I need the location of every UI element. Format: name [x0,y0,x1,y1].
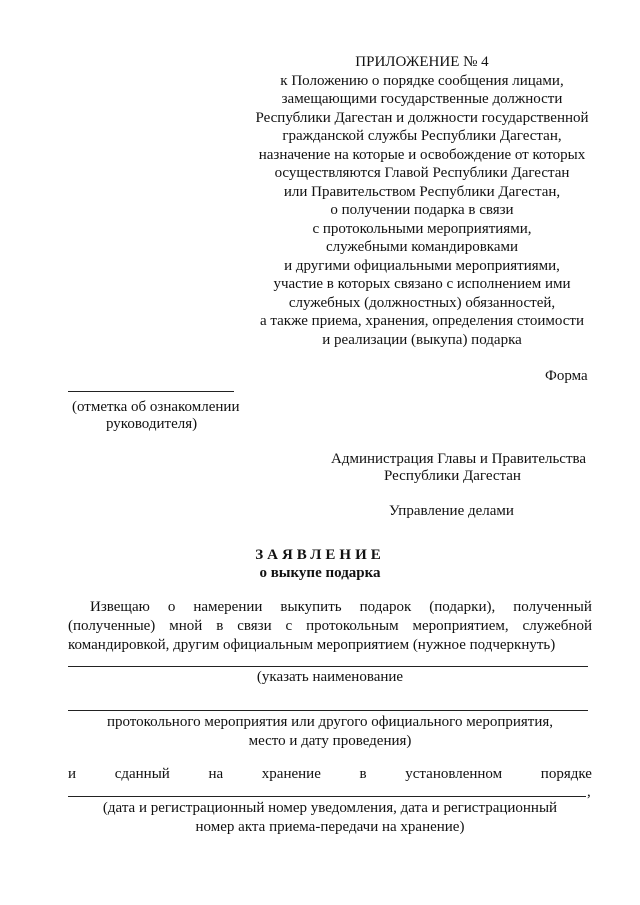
appendix-line: осуществляются Главой Республики Дагестан [274,165,570,181]
appendix-line: и реализации (выкупа) подарка [322,331,522,348]
appendix-line: о получении подарка в связи [330,202,514,218]
word: и [68,766,77,782]
appendix-line: замещающими государственные должности [281,91,563,107]
word: (подарки), [429,599,496,615]
form-label: Форма [545,368,588,384]
word: в [359,766,367,782]
hint-name: (указать наименование [256,669,404,685]
word: хранение [261,766,321,782]
appendix-line: с протокольными мероприятиями, [312,220,532,237]
storage-line [68,765,592,784]
fill-in-line-registration [68,796,586,797]
appendix-line: и другими официальными мероприятиями, [284,257,560,274]
word: сданный [114,766,170,782]
word: мероприятием, [412,618,509,634]
appendix-header [252,53,592,349]
word: Извещаю [90,599,150,615]
word: протокольным [306,618,399,634]
word: служебной [522,618,592,634]
word: порядке [540,766,592,782]
appendix-line: назначение на которые и освобождение от которых [258,146,586,163]
acknowledgement-label: руководителя) [106,416,198,432]
word: в [216,618,224,634]
word: с [285,618,293,634]
line-comma: , [587,784,591,800]
word: установленном [405,766,503,782]
word: полученный [513,599,592,615]
appendix-line: служебных (должностных) обязанностей, [288,294,556,311]
paragraph-line: командировкой, другим официальным мероприятием (нужное подчеркнуть) [68,637,556,653]
paragraph-line [68,598,592,617]
document-subtitle: о выкупе подарка [259,565,381,581]
fill-in-line-event [68,710,588,711]
hint-event: место и дату проведения) [248,733,412,749]
fill-in-line-name [68,666,588,667]
word: мной [169,618,203,634]
appendix-line: Республики Дагестан и должности государственной [255,109,589,126]
addressee-line: Управление делами [389,503,514,519]
appendix-line: участие в которых связано с исполнением ими [273,276,571,292]
hint-event: протокольного мероприятия или другого официального мероприятия, [106,714,554,730]
addressee-line: Администрация Главы и Правительства [331,451,587,467]
word: (полученные) [68,618,156,634]
acknowledgement-label: (отметка об ознакомлении [72,399,240,415]
hint-registration: (дата и регистрационный номер уведомления, дата и регистрационный [102,800,558,816]
acknowledgement-signature-line [68,391,234,392]
appendix-line: служебными командировками [325,239,519,255]
word: о [167,599,176,615]
word: выкупить [280,599,342,615]
hint-registration: номер акта приема-передачи на хранение) [195,819,465,835]
addressee-line: Республики Дагестан [384,468,521,484]
body-paragraph [68,598,592,655]
appendix-line: а также приема, хранения, определения стоимости [260,313,584,329]
document-title: ЗАЯВЛЕНИЕ [255,547,385,563]
word: подарок [359,599,412,615]
appendix-line: гражданской службы Республики Дагестан, [282,128,562,144]
word: связи [237,618,272,634]
paragraph-line [68,617,592,636]
appendix-line: ПРИЛОЖЕНИЕ № 4 [355,54,489,70]
word: намерении [193,599,263,615]
word: на [208,766,224,782]
appendix-line: или Правительством Республики Дагестан, [283,183,561,200]
appendix-line: к Положению о порядке сообщения лицами, [280,72,564,89]
